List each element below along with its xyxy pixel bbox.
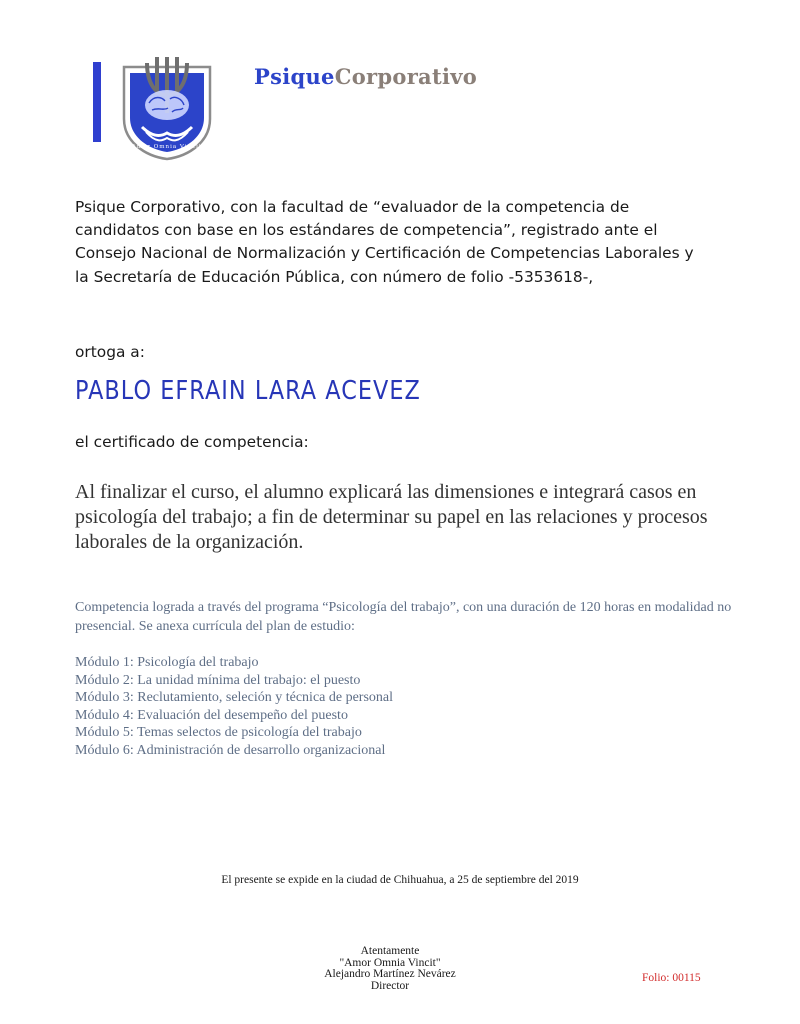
brand-name <box>254 64 477 89</box>
module-item: Módulo 2: La unidad mínima del trabajo: el puesto <box>75 672 361 688</box>
grants-label: ortoga a: <box>75 343 145 361</box>
module-item: Módulo 1: Psicología del trabajo <box>75 655 259 670</box>
program-description: Competencia lograda a través del programa “Psicología del trabajo”, con una duración de 120 horas en modalidad no presencial. Se anexa currícula del plan de estudio: <box>75 600 732 634</box>
brand-name-part1: Psique <box>254 64 335 89</box>
signature-title: Director <box>370 979 410 992</box>
folio-number: Folio: 00115 <box>642 972 701 984</box>
signature-motto: "Amor Omnia Vincit" <box>339 956 441 969</box>
psi-shield-logo-icon <box>112 55 220 163</box>
signature-name: Alejandro Martínez Nevárez <box>324 968 456 981</box>
competence-statement: Al finalizar el curso, el alumno explicará las dimensiones e integrará casos en psicología del trabajo; a fin de determinar su papel en las relaciones y procesos laborales de la organización. <box>75 481 708 553</box>
module-item: Módulo 3: Reclutamiento, seleción y técnica de personal <box>75 690 394 706</box>
certificate-label: el certificado de competencia: <box>75 433 309 451</box>
module-item: Módulo 6: Administración de desarrollo organizacional <box>75 742 386 758</box>
module-item: Módulo 5: Temas selectos de psicología del trabajo <box>75 725 362 741</box>
emblem-motto: Amor Omnia Vincit <box>131 144 203 150</box>
logo-accent-bar <box>93 62 101 142</box>
signature-closing: Atentamente <box>360 945 420 957</box>
recipient-name: PABLO EFRAIN LARA ACEVEZ <box>75 376 421 406</box>
issued-statement: El presente se expide en la ciudad de Chihuahua, a 25 de septiembre del 2019 <box>221 874 579 886</box>
intro-paragraph: Psique Corporativo, con la facultad de “evaluador de la competencia de candidatos con base en los estándares de competencia”, registrado ante el Consejo Nacional de Normalización y Certificación de Competencias Laborales y la Secretaría de Educación Pública, con número de folio -5353618-, <box>75 198 694 286</box>
modules-list <box>75 654 393 760</box>
module-item: Módulo 4: Evaluación del desempeño del puesto <box>75 707 348 723</box>
signature-block <box>250 946 530 992</box>
brand-name-part2: Corporativo <box>334 64 478 89</box>
